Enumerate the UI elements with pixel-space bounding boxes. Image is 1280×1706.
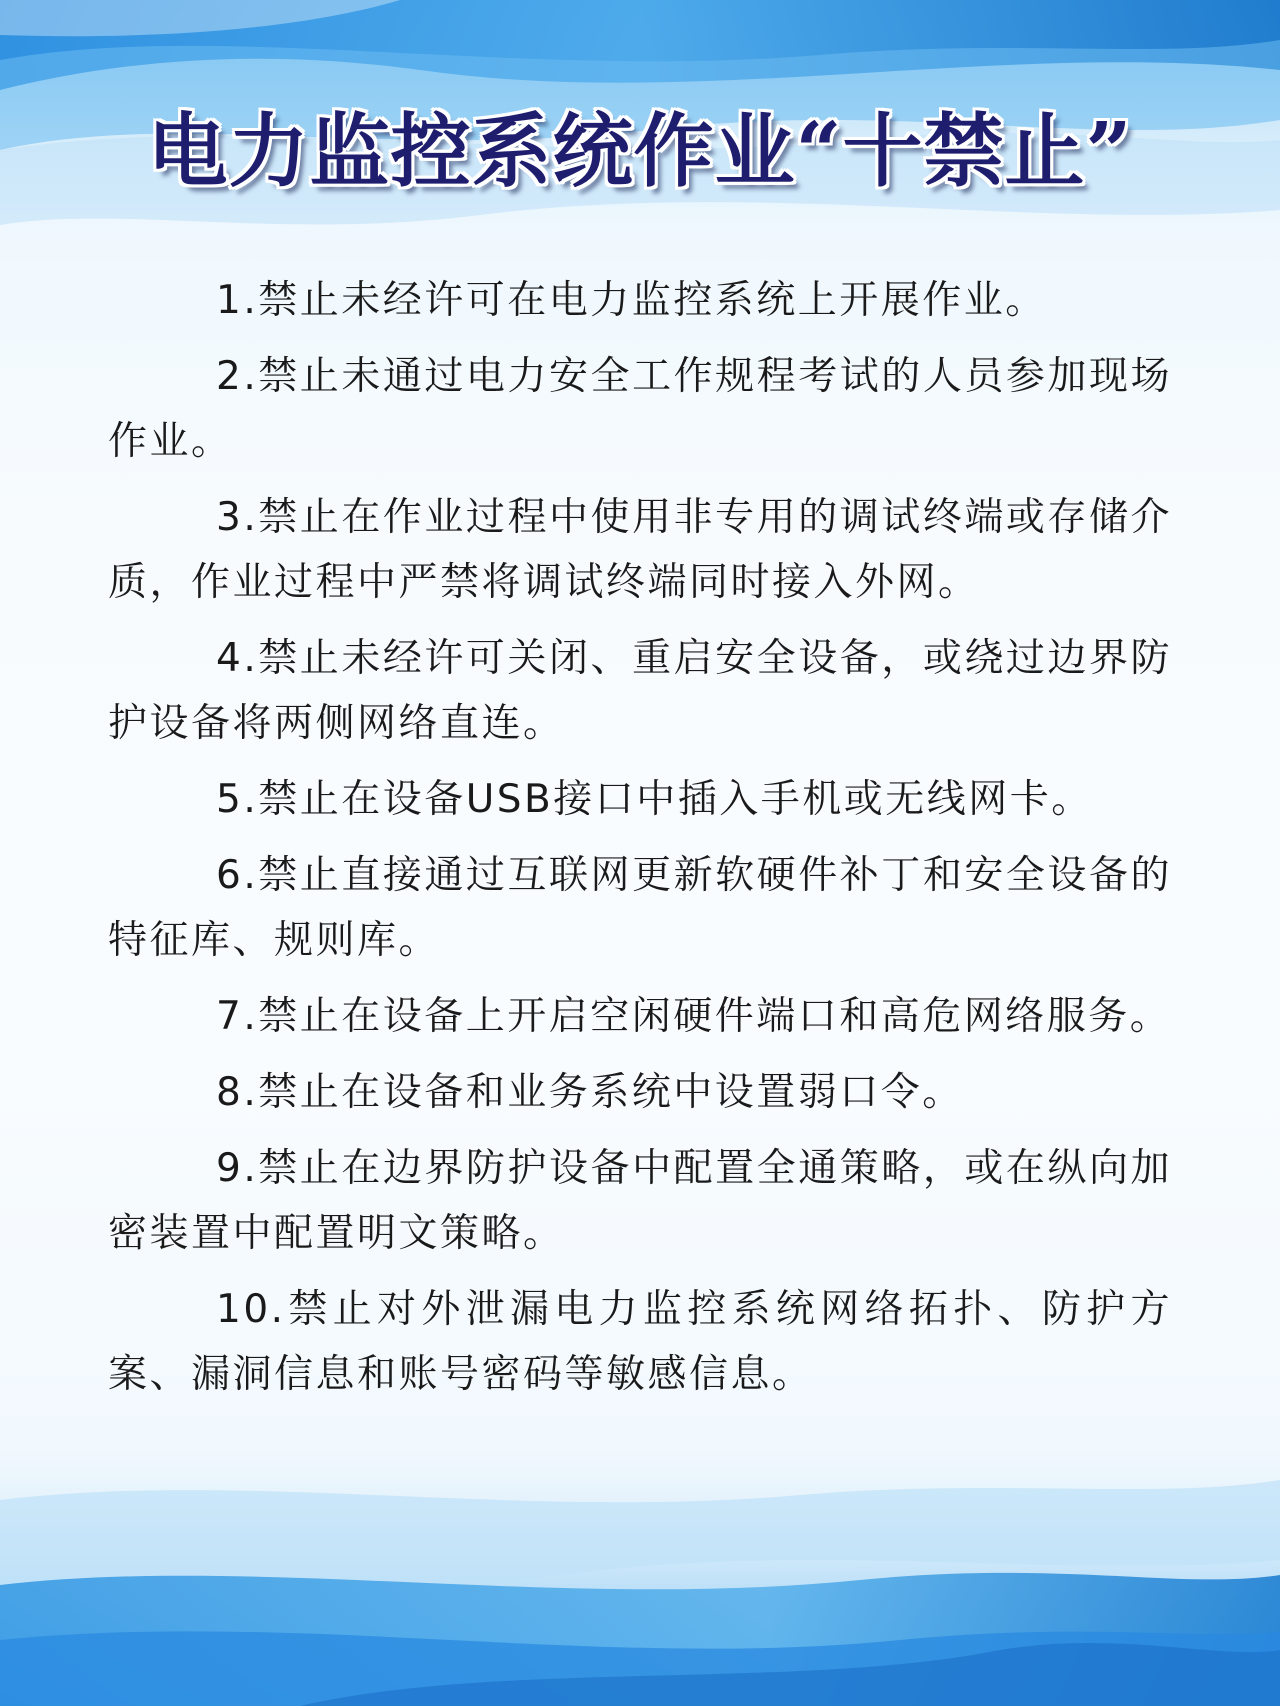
- rule-item: 1.禁止未经许可在电力监控系统上开展作业。: [216, 278, 1047, 323]
- rule-item: 9.禁止在边界防护设备中配置全通策略，或在纵向加密装置中配置明文策略。: [108, 1146, 1172, 1256]
- rule-item: 5.禁止在设备USB接口中插入手机或无线网卡。: [216, 777, 1093, 822]
- poster-title: 电力监控系统作业“十禁止”: [147, 104, 1133, 198]
- rule-item: 6.禁止直接通过互联网更新软硬件补丁和安全设备的特征库、规则库。: [108, 853, 1172, 963]
- rule-item: 10.禁止对外泄漏电力监控系统网络拓扑、防护方案、漏洞信息和账号密码等敏感信息。: [108, 1287, 1172, 1397]
- rules-list: [108, 268, 1172, 1418]
- rule-item: 4.禁止未经许可关闭、重启安全设备，或绕过边界防护设备将两侧网络直连。: [108, 636, 1172, 746]
- rule-item: 3.禁止在作业过程中使用非专用的调试终端或存储介质，作业过程中严禁将调试终端同时接入外网。: [108, 495, 1172, 605]
- rule-item: 7.禁止在设备上开启空闲硬件端口和高危网络服务。: [216, 994, 1172, 1039]
- rule-item: 8.禁止在设备和业务系统中设置弱口令。: [216, 1070, 964, 1115]
- rule-item: 2.禁止未通过电力安全工作规程考试的人员参加现场作业。: [108, 354, 1172, 464]
